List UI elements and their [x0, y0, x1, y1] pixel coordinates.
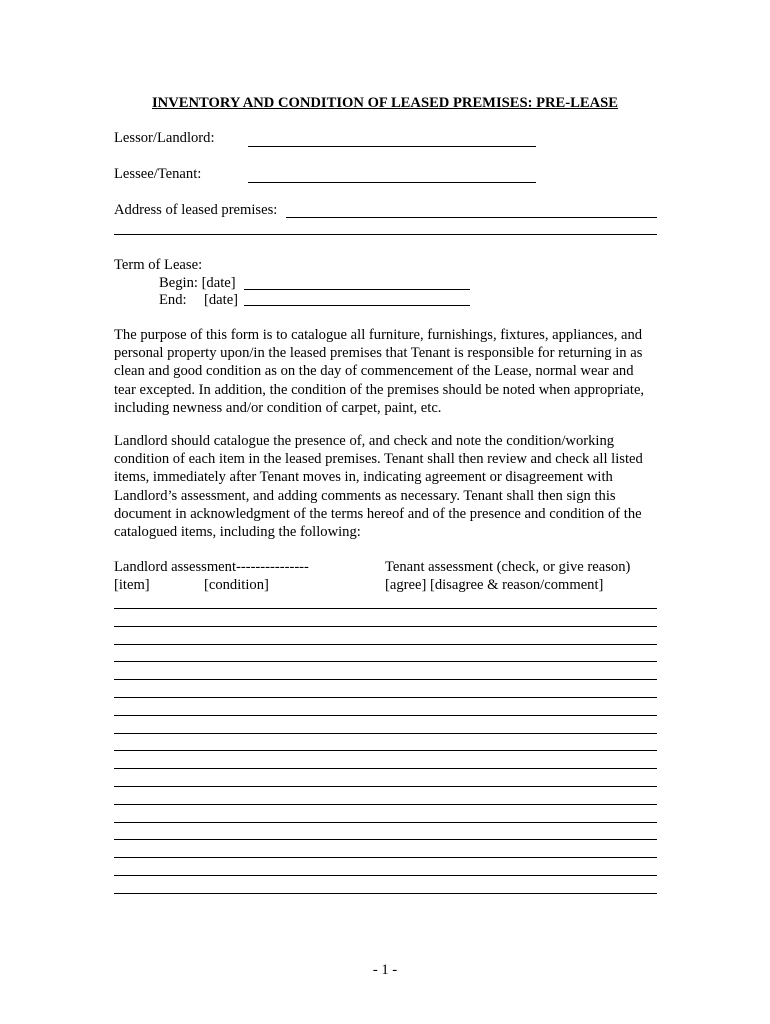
- lessee-line: [248, 182, 536, 183]
- inventory-entry-line: [114, 644, 657, 645]
- inventory-entry-line: [114, 733, 657, 734]
- inventory-entry-line: [114, 608, 657, 609]
- term-end-line: [244, 305, 470, 306]
- inventory-entry-line: [114, 768, 657, 769]
- inventory-entry-line: [114, 893, 657, 894]
- address-label: Address of leased premises:: [114, 202, 278, 218]
- inventory-entry-line: [114, 715, 657, 716]
- instructions-paragraph: Landlord should catalogue the presence of, and check and note the condition/working condition of each item in the leased premises. Tenant shall then review and check all listed items, immediately after Tenant moves in, indicating agreement or disagreement with Landlord’s assessment, and adding comments as necessary. Tenant shall then sign this document in acknowledgment of the terms hereof and of the presence and condition of the catalogued items, including the following:: [114, 433, 643, 541]
- lessee-label: Lessee/Tenant:: [114, 166, 202, 182]
- condition-column-header: [condition]: [204, 577, 269, 593]
- inventory-entry-line: [114, 626, 657, 627]
- inventory-entry-line: [114, 857, 657, 858]
- inventory-entry-line: [114, 697, 657, 698]
- term-begin-label: Begin: [date]: [159, 275, 236, 291]
- tenant-assessment-header: Tenant assessment (check, or give reason): [385, 559, 631, 575]
- inventory-entry-line: [114, 804, 657, 805]
- document-title: INVENTORY AND CONDITION OF LEASED PREMISES: PRE-LEASE: [151, 95, 619, 111]
- inventory-entry-line: [114, 750, 657, 751]
- inventory-entry-line: [114, 786, 657, 787]
- term-label: Term of Lease:: [114, 257, 203, 273]
- purpose-paragraph: The purpose of this form is to catalogue all furniture, furnishings, fixtures, appliances, and personal property upon/in the leased premises that Tenant is responsible for returning in as clean and good condition as on the day of commencement of the Lease, normal wear and tear excepted. In addition, the condition of the premises should be noted when appropriate, including newness and/or condition of carpet, paint, etc.: [114, 327, 645, 416]
- inventory-entry-line: [114, 679, 657, 680]
- address-line-2: [114, 234, 657, 235]
- inventory-entry-line: [114, 822, 657, 823]
- address-line-1: [286, 217, 657, 218]
- lessor-line: [248, 146, 536, 147]
- item-column-header: [item]: [114, 577, 150, 593]
- inventory-entry-line: [114, 875, 657, 876]
- inventory-entry-line: [114, 661, 657, 662]
- landlord-assessment-header: Landlord assessment---------------: [114, 559, 309, 575]
- term-end-date: [date]: [204, 292, 239, 308]
- page-number: - 1 -: [372, 962, 398, 978]
- term-end-label: End:: [159, 292, 187, 308]
- term-begin-line: [244, 289, 470, 290]
- lessor-label: Lessor/Landlord:: [114, 130, 215, 146]
- inventory-entry-line: [114, 839, 657, 840]
- agree-column-header: [agree] [disagree & reason/comment]: [385, 577, 604, 593]
